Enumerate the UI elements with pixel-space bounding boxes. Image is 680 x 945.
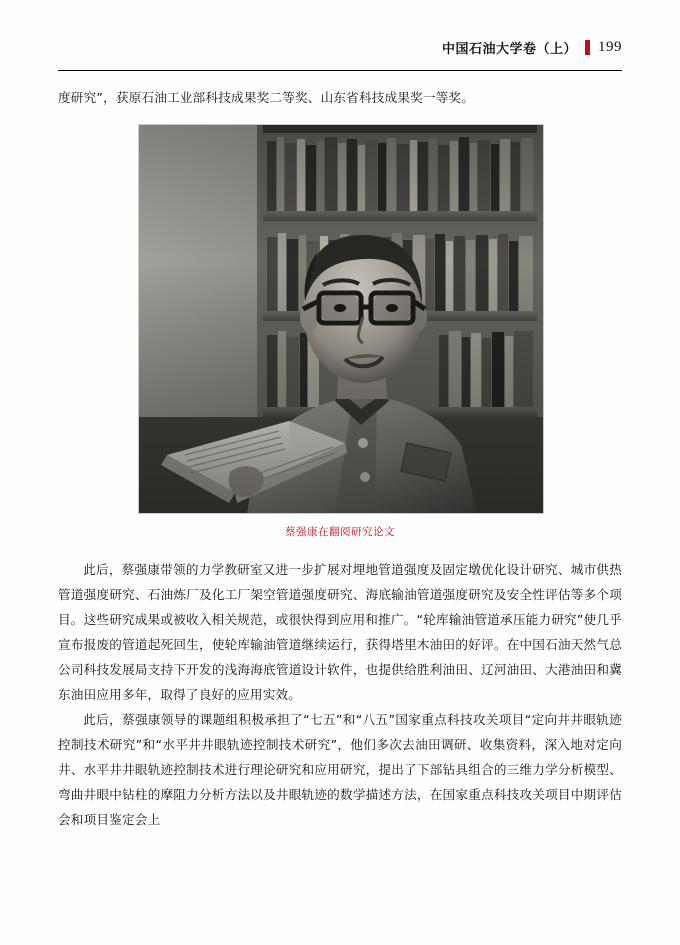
page-number: 199 — [598, 38, 622, 55]
body-paragraph-2: 此后，蔡强康领导的课题组积极承担了“七五”和“八五”国家重点科技攻关项目“定向井井眼轨迹控制技术研究”和“水平井井眼轨迹控制技术研究”，他们多次去油田调研、收集资料，深入地对定向井、水平井井眼轨迹控制技术进行理论研究和应用研究，提出了下部钻具组合的三维力学分析模型、弯曲井眼中钻柱的摩阻力分析方法以及井眼轨迹的数学描述方法，在国家重点科技攻关项目中期评估会和项目鉴定会上 — [58, 712, 622, 827]
header-accent-bar — [585, 40, 590, 55]
header-divider — [58, 70, 622, 71]
figure-caption: 蔡强康在翻阅研究论文 — [285, 526, 395, 538]
figure-block — [138, 124, 542, 539]
portrait-photo — [138, 124, 544, 514]
book-title: 中国石油大学卷（上） — [441, 41, 577, 57]
continued-paragraph: 度研究”，获原石油工业部科技成果奖二等奖、山东省科技成果奖一等奖。 — [58, 90, 475, 105]
body-paragraph-1: 此后，蔡强康带领的力学教研室又进一步扩展对埋地管道强度及固定墩优化设计研究、城市供热管道强度研究、石油炼厂及化工厂架空管道强度研究、海底输油管道强度研究及安全性评估等多个项目。这些研究成果或被收入相关规范，或很快得到应用和推广。“轮库输油管道承压能力研究”使几乎宣布报废的管道起死回生，使轮库输油管道继续运行，获得塔里木油田的好评。在中国石油天然气总公司科技发展局支持下开发的浅海海底管道设计软件，也提供给胜利油田、辽河油田、大港油田和冀东油田应用多年，取得了良好的应用实效。 — [58, 562, 622, 702]
page-content — [58, 85, 622, 832]
page-header — [442, 36, 622, 58]
